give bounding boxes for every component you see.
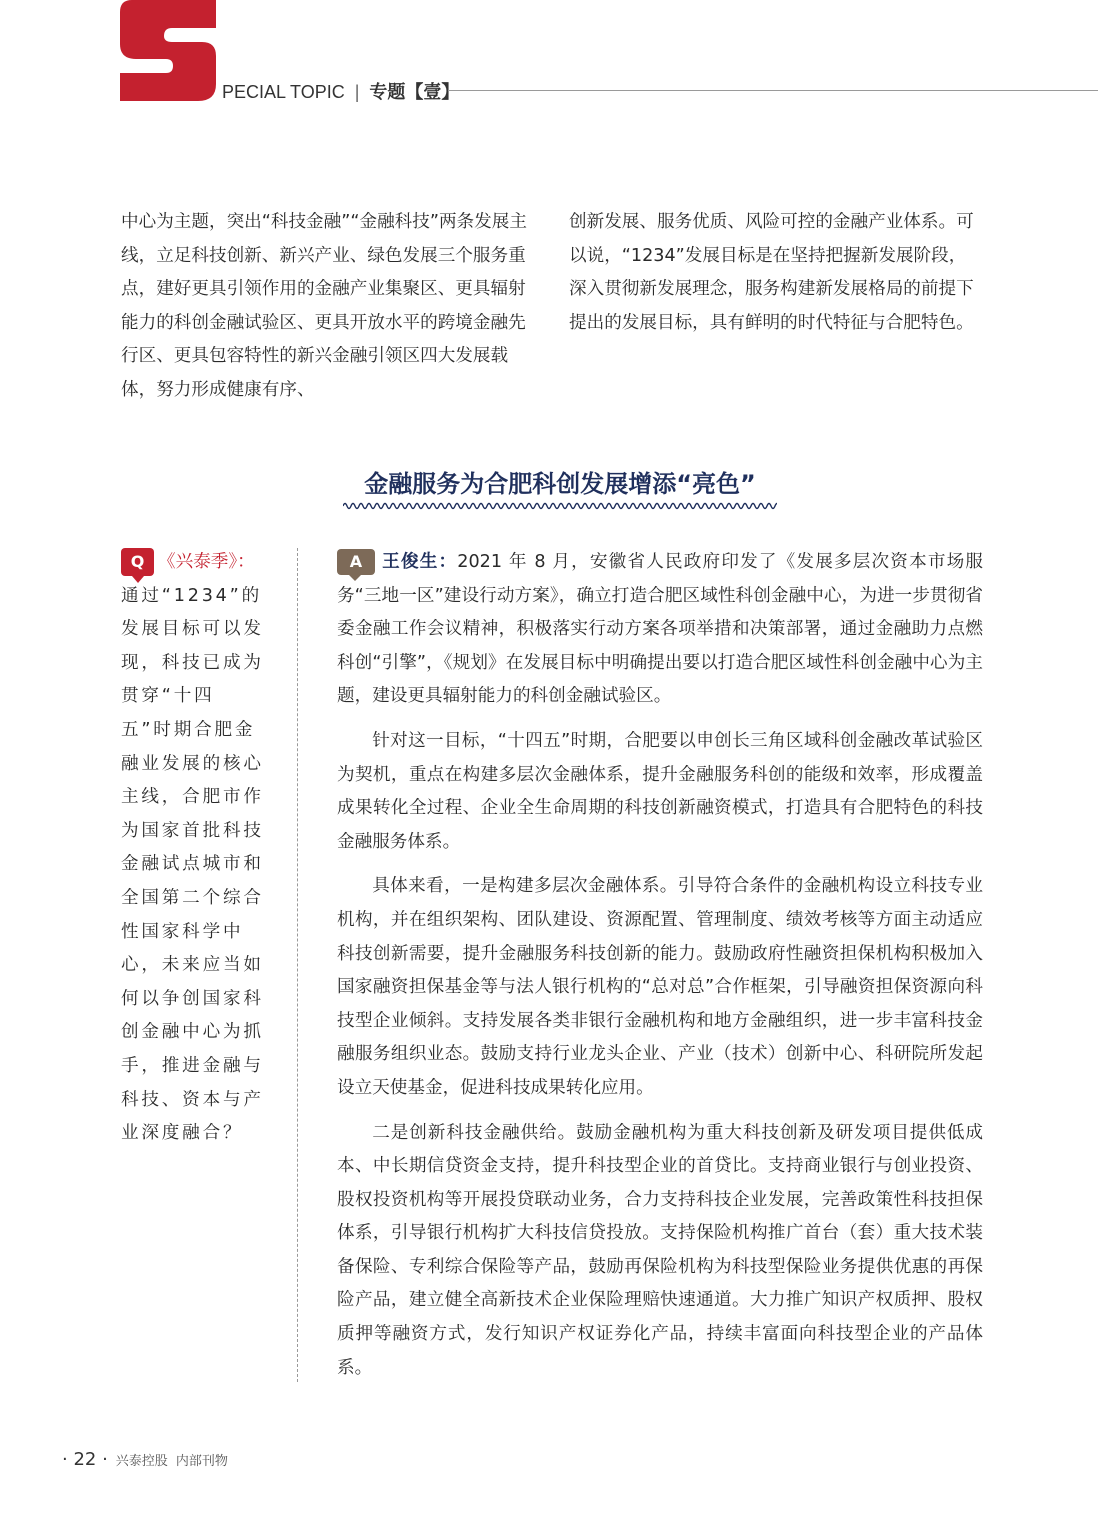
section-title: 金融服务为合肥科创发展增添“亮色”	[364, 470, 756, 498]
question-column	[121, 546, 265, 1151]
page-footer	[62, 1449, 228, 1470]
intro-left-text: 中心为主题，突出“科技金融”“金融科技”两条发展主线，立足科技创新、新兴产业、绿色发展三个服务重点，建好更具引领作用的金融产业集聚区、更具辐射能力的科创金融试验区、更具开放水平的跨境金融先行区、更具包容特性的新兴金融引领区四大发展载体，努力形成健康有序、	[121, 212, 527, 400]
answer-paragraph-3: 具体来看，一是构建多层次金融体系。引导符合条件的金融机构设立科技专业机构，并在组织架构、团队建设、资源配置、管理制度、绩效考核等方面主动适应科技创新需要，提升金融服务科技创新的能力。鼓励政府性融资担保机构积极加入国家融资担保基金等与法人银行机构的“总对总”合作框架，引导融资担保资源向科技型企业倾斜。支持发展各类非银行金融机构和地方金融组织，进一步丰富科技金融服务组织业态。鼓励支持行业龙头企业、产业（技术）创新中心、科研院所发起设立天使基金，促进科技成果转化应用。	[337, 876, 983, 1098]
intro-left-column	[121, 206, 535, 408]
section-header	[222, 78, 459, 104]
header-topic-text: PECIAL TOPIC	[222, 82, 345, 102]
answer-paragraph-1-text: 2021 年 8 月，安徽省人民政府印发了《发展多层次资本市场服务“三地一区”建设行动方案》，确立打造合肥区域性科创金融中心，为进一步贯彻省委金融工作会议精神，积极落实行动方案各项举措和决策部署，通过金融助力点燃科创“引擎”，《规划》在发展目标中明确提出要以打造合肥区域性科创金融中心为主题，建设更具辐射能力的科创金融试验区。	[337, 552, 983, 707]
publisher-name: 兴泰控股	[115, 1454, 168, 1469]
column-divider	[297, 548, 298, 1382]
publication-note: 内部刊物	[175, 1454, 228, 1469]
intro-right-column	[569, 206, 983, 340]
page-number: · 22 ·	[62, 1449, 108, 1470]
question-text: 通过“1234”的发展目标可以发现，科技已成为贯穿“十四五”时期合肥金融业发展的核心主线，合肥市作为国家首批科技金融试点城市和全国第二个综合性国家科学中心，未来应当如何以争创国家科创金融中心为抓手，推进金融与科技、资本与产业深度融合？	[121, 585, 264, 1144]
answer-paragraph-1	[337, 546, 983, 714]
title-wave-divider	[343, 499, 777, 513]
answer-column	[337, 546, 983, 1396]
intro-right-text: 创新发展、服务优质、风险可控的金融产业体系。可以说，“1234”发展目标是在坚持把握新发展阶段，深入贯彻新发展理念，服务构建新发展格局的前提下提出的发展目标，具有鲜明的时代特征与合肥特色。	[569, 212, 974, 333]
answer-speaker: 王俊生：	[381, 552, 458, 572]
answer-badge: A	[337, 549, 375, 575]
question-badge: Q	[121, 548, 154, 576]
answer-paragraph-4: 二是创新科技金融供给。鼓励金融机构为重大科技创新及研发项目提供低成本、中长期信贷资金支持，提升科技型企业的首贷比。支持商业银行与创业投资、股权投资机构等开展投贷联动业务，合力支持科技企业发展，完善政策性科技担保体系，引导银行机构扩大科技信贷投放。支持保险机构推广首台（套）重大技术装备保险、专利综合保险等产品，鼓励再保险机构为科技型保险业务提供优惠的再保险产品，建立健全高新技术企业保险理赔快速通道。大力推广知识产权质押、股权质押等融资方式，发行知识产权证券化产品，持续丰富面向科技型企业的产品体系。	[337, 1122, 983, 1378]
header-rule	[448, 90, 1098, 91]
header-topic-cn: 专题【壹】	[369, 82, 460, 102]
answer-paragraph-2: 针对这一目标，“十四五”时期，合肥要以申创长三角区域科创金融改革试验区为契机，重点在构建多层次金融体系，提升金融服务科创的能级和效率，形成覆盖成果转化全过程、企业全生命周期的科技创新融资模式，打造具有合肥特色的科技金融服务体系。	[337, 730, 983, 852]
special-topic-logo	[120, 0, 216, 101]
header-separator: |	[354, 82, 360, 102]
question-source: 《兴泰季》：	[158, 552, 255, 572]
